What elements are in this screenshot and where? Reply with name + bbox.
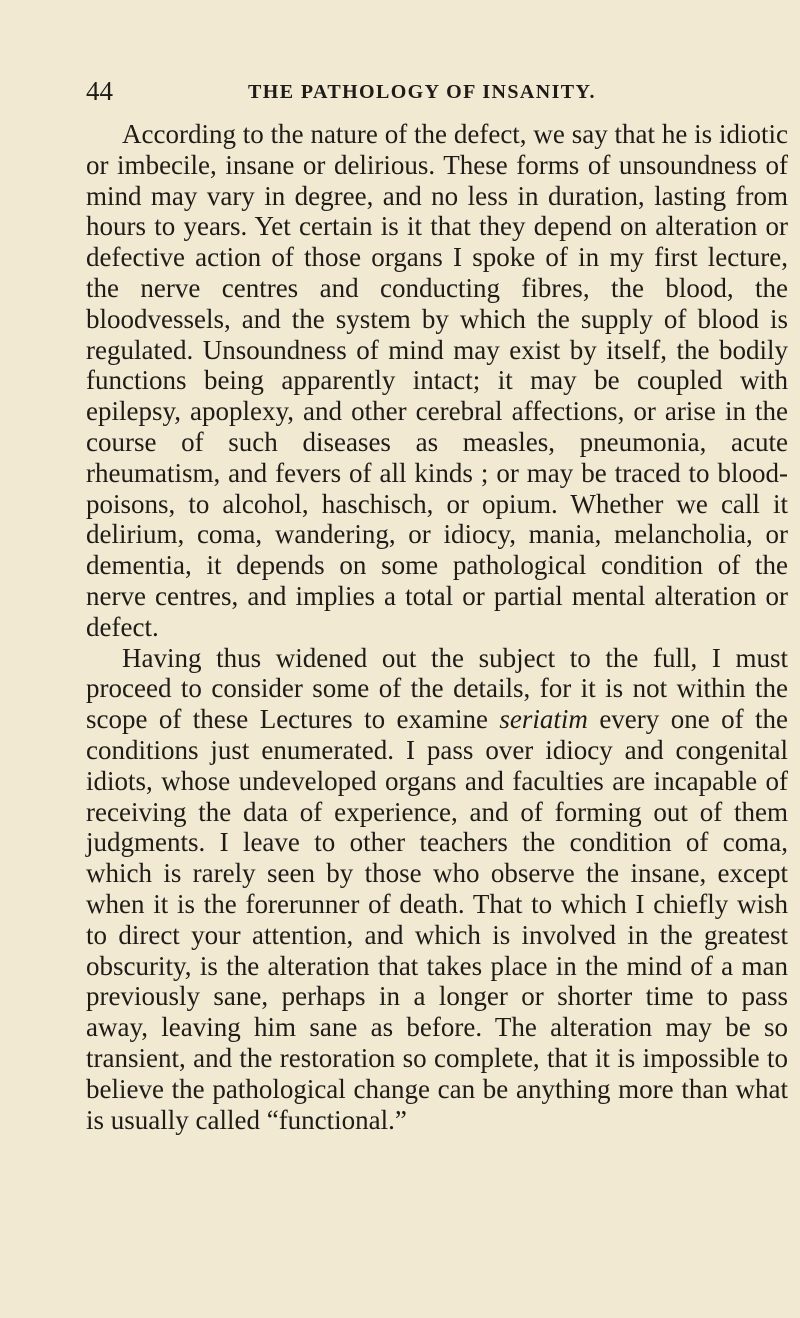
page-header <box>86 76 786 106</box>
running-head: THE PATHOLOGY OF INSANITY. <box>248 81 596 103</box>
paragraph-1: According to the nature of the defect, we say that he is idiotic or imbecile, insane or delirious. These forms of unsoundness of mind may vary in degree, and no less in duration, lasting from hours to years. Yet certain is it that they depend on alteration or defective action of those organs I spoke of in my first lecture, the nerve centres and conducting fibres, the blood, the bloodvessels, and the system by which the supply of blood is regulated. Unsoundness of mind may exist by itself, the bodily functions being apparently intact; it may be coupled with epilepsy, apoplexy, and other cerebral affections, or arise in the course of such diseases as measles, pneumonia, acute rheumatism, and fevers of all kinds ; or may be traced to blood-poisons, to alcohol, haschisch, or opium. Whether we call it delirium, coma, wandering, or idiocy, mania, melancholia, or dementia, it depends on some pathological condition of the nerve centres, and implies a total or partial mental alteration or defect. <box>86 119 788 642</box>
paragraph-2-part-2: every one of the conditions just enumerated. I pass over idiocy and congenital idiots, whose undeveloped organs and faculties are incapable of receiving the data of experience, and of forming out of them judgments. I leave to other teachers the condition of coma, which is rarely seen by those who observe the insane, except when it is the forerunner of death. That to which I chiefly wish to direct your attention, and which is involved in the greatest obscurity, is the alteration that takes place in the mind of a man previously sane, perhaps in a longer or shorter time to pass away, leaving him sane as before. The alteration may be so transient, and the restoration so complete, that it is impossible to believe the pathological change can be anything more than what is usually called “functional.” <box>86 704 788 1135</box>
paragraph-2-part-1: Having thus widened out the subject to the full, I must proceed to consider some of the details, for it is not within the scope of these Lectures to examine <box>86 642 788 735</box>
paragraph-2 <box>86 643 788 1136</box>
body-text <box>86 119 788 1135</box>
page-number: 44 <box>86 76 113 106</box>
italic-term-seriatim: seriatim <box>499 704 588 735</box>
